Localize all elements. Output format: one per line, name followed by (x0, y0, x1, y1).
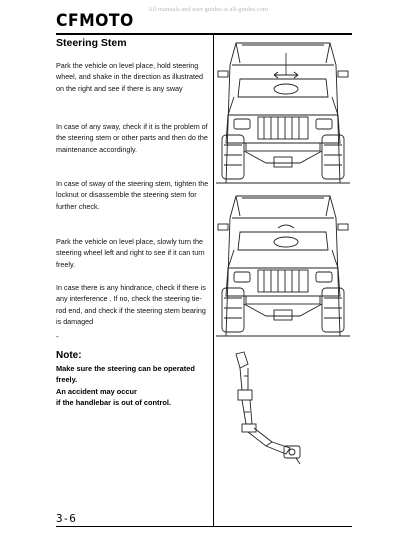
watermark: All manuals and user guides at all-guides.com (147, 6, 269, 13)
paragraph-shake-check: Park the vehicle on level place, hold steering wheel, and shake in the direction as illustrated on the right and see if there is any sway (56, 61, 204, 93)
vehicle-turn-illustration (216, 190, 350, 340)
steering-column-illustration (226, 350, 316, 466)
section-title: Steering Stem (56, 37, 127, 49)
paragraph-tighten-locknut: In case of sway of the steering stem, tighten the locknut or disassemble the steering stem for further check. (56, 179, 209, 211)
paragraph-turn-wheel: Park the vehicle on level place, slowly turn the steering wheel left and right to see if it can turn freely. (56, 237, 205, 269)
paragraph-sway-check: In case of any sway, check if it is the problem of the steering stem or other parts and then do the maintenance accordingly. (56, 122, 208, 154)
paragraph-hindrance-check: In case there is any hindrance, check if there is any interference . If no, check the steering tie-rod end, and check if the steering stem bearing is damaged (56, 283, 206, 327)
brand-logo: CFMOTO (56, 11, 134, 31)
column-divider (213, 33, 214, 526)
note-line-3: if the handlebar is out of control. (56, 398, 171, 408)
note-line-1: Make sure the steering can be operated freely. (56, 364, 195, 385)
footer-rule (56, 526, 352, 527)
note-title: Note: (56, 350, 82, 361)
note-body (56, 363, 212, 409)
note-line-2: An accident may occur (56, 386, 137, 396)
vehicle-shake-illustration (216, 35, 350, 188)
page-number: 3-6 (56, 512, 76, 525)
dash-mark: - (56, 332, 59, 341)
